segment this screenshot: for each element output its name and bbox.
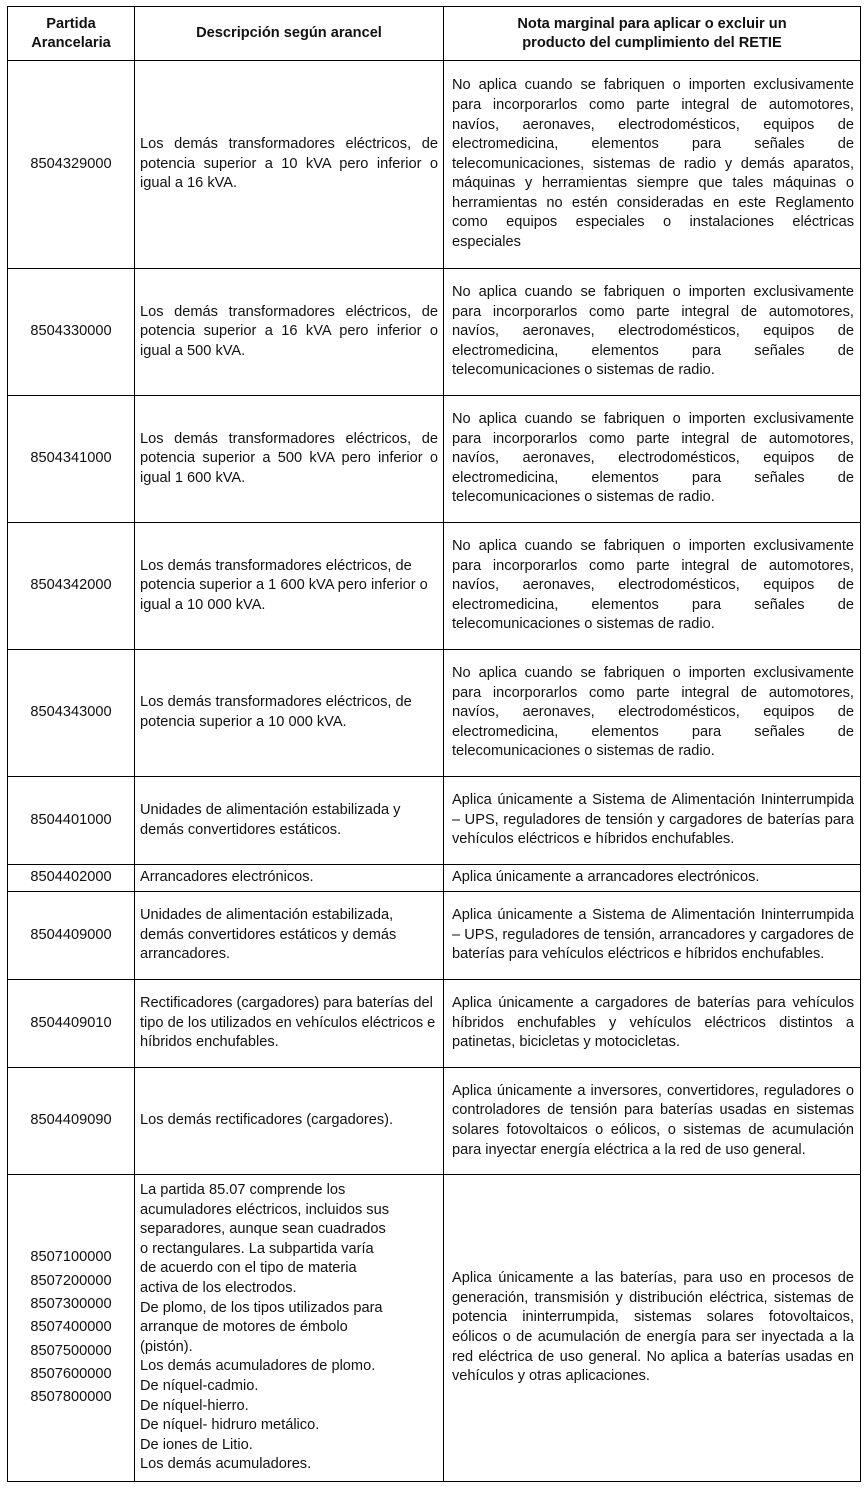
description-line: o rectangulares. La subpartida varía bbox=[140, 1240, 374, 1257]
table-row bbox=[8, 396, 861, 523]
table-row bbox=[8, 892, 861, 980]
description-line: La partida 85.07 comprende los bbox=[140, 1182, 346, 1199]
table-row bbox=[8, 1068, 861, 1175]
table-header-row bbox=[8, 7, 861, 61]
partida-code: 8504409010 bbox=[8, 980, 135, 1068]
note-cell: Aplica únicamente a inversores, convertidores, reguladores o controladores de tensión para baterías usadas en sistemas solares fotovoltaicos o eólicos, o sistemas de acumulación para inyectar energía eléctrica a la red de uso general. bbox=[444, 1068, 861, 1175]
note-cell: Aplica únicamente a Sistema de Alimentación Ininterrumpida – UPS, reguladores de tensión, arrancadores y cargadores de baterías para vehículos eléctricos e híbridos enchufables. bbox=[444, 892, 861, 980]
table-row-battery bbox=[8, 1175, 861, 1482]
table-row bbox=[8, 523, 861, 650]
description-line: (pistón). bbox=[140, 1338, 193, 1355]
partida-code: 8507800000 bbox=[30, 1389, 112, 1406]
header-nota-line-1: Nota marginal para aplicar o excluir un bbox=[517, 15, 787, 32]
partida-code: 8504409090 bbox=[8, 1068, 135, 1175]
description-line: de acuerdo con el tipo de materia bbox=[140, 1260, 357, 1277]
description-line: De níquel- hidruro metálico. bbox=[140, 1417, 320, 1434]
partida-code: 8504342000 bbox=[8, 523, 135, 650]
partida-code: 8504329000 bbox=[8, 61, 135, 269]
description-cell: Unidades de alimentación estabilizada, demás convertidores estáticos y demás arrancadores. bbox=[135, 892, 444, 980]
description-line: De níquel-cadmio. bbox=[140, 1377, 259, 1394]
partida-code: 8504409000 bbox=[8, 892, 135, 980]
note-cell: No aplica cuando se fabriquen o importen exclusivamente para incorporarlos como parte integral de automotores, navíos, aeronaves, electrodomésticos, equipos de electromedicina, elementos para señales de telecomunicaciones o sistemas de radio. bbox=[444, 396, 861, 523]
description-cell: Arrancadores electrónicos. bbox=[135, 865, 444, 892]
header-partida bbox=[8, 7, 135, 61]
description-cell: Los demás rectificadores (cargadores). bbox=[135, 1068, 444, 1175]
description-cell: Unidades de alimentación estabilizada y demás convertidores estáticos. bbox=[135, 777, 444, 865]
header-nota-line-2: producto del cumplimiento del RETIE bbox=[522, 34, 782, 51]
retie-tariff-table bbox=[7, 6, 861, 1482]
partida-code: 8507100000 bbox=[30, 1249, 112, 1266]
partida-code: 8507400000 bbox=[30, 1319, 112, 1336]
description-line: De plomo, de los tipos utilizados para bbox=[140, 1299, 383, 1316]
table-row bbox=[8, 865, 861, 892]
header-descripcion: Descripción según arancel bbox=[135, 7, 444, 61]
table-row bbox=[8, 61, 861, 269]
description-cell: Los demás transformadores eléctricos, de potencia superior a 500 kVA pero inferior o igual 1 600 kVA. bbox=[135, 396, 444, 523]
note-cell: No aplica cuando se fabriquen o importen exclusivamente para incorporarlos como parte integral de automotores, navíos, aeronaves, electrodomésticos, equipos de electromedicina, elementos para señales de telecomunicaciones, sistemas de radio y demás aparatos, máquinas y herramientas siempre que tales máquinas o herramientas no estén consideradas en este Reglamento como equipos especiales o instalaciones eléctricas especiales bbox=[444, 61, 861, 269]
note-cell: No aplica cuando se fabriquen o importen exclusivamente para incorporarlos como parte integral de automotores, navíos, aeronaves, electrodomésticos, equipos de electromedicina, elementos para señales de telecomunicaciones o sistemas de radio. bbox=[444, 269, 861, 396]
note-cell: Aplica únicamente a arrancadores electrónicos. bbox=[444, 865, 861, 892]
partida-code: 8504330000 bbox=[8, 269, 135, 396]
description-line: acumuladores eléctricos, incluidos sus bbox=[140, 1201, 390, 1218]
description-line: activa de los electrodos. bbox=[140, 1280, 297, 1297]
table-row bbox=[8, 650, 861, 777]
description-line: separadores, aunque sean cuadrados bbox=[140, 1221, 386, 1238]
description-cell: Los demás transformadores eléctricos, de potencia superior a 1 600 kVA pero inferior o igual a 10 000 kVA. bbox=[135, 523, 444, 650]
note-cell: No aplica cuando se fabriquen o importen exclusivamente para incorporarlos como parte integral de automotores, navíos, aeronaves, electrodomésticos, equipos de electromedicina, elementos para señales de telecomunicaciones o sistemas de radio. bbox=[444, 650, 861, 777]
description-line: Los demás acumuladores de plomo. bbox=[140, 1358, 376, 1375]
description-line: arranque de motores de émbolo bbox=[140, 1319, 348, 1336]
table-row bbox=[8, 777, 861, 865]
partida-code: 8507300000 bbox=[30, 1296, 112, 1313]
table-row bbox=[8, 269, 861, 396]
note-cell: Aplica únicamente a cargadores de baterías para vehículos híbridos enchufables y vehículos eléctricos distintos a patinetas, bicicletas y motocicletas. bbox=[444, 980, 861, 1068]
description-line: De iones de Litio. bbox=[140, 1436, 253, 1453]
partida-code: 8504343000 bbox=[8, 650, 135, 777]
header-partida-line-1: Partida bbox=[46, 15, 96, 32]
header-nota bbox=[444, 7, 861, 61]
description-line: Los demás acumuladores. bbox=[140, 1456, 312, 1473]
description-line: De níquel-hierro. bbox=[140, 1397, 249, 1414]
partida-code: 8507500000 bbox=[30, 1342, 112, 1359]
partida-code: 8504341000 bbox=[8, 396, 135, 523]
partida-code: 8507200000 bbox=[30, 1272, 112, 1289]
description-cell: Rectificadores (cargadores) para baterías del tipo de los utilizados en vehículos eléctricos e híbridos enchufables. bbox=[135, 980, 444, 1068]
partida-code: 8504402000 bbox=[8, 865, 135, 892]
note-cell: Aplica únicamente a las baterías, para uso en procesos de generación, transmisión y distribución eléctrica, sistemas de potencia ininterrumpida, sistemas solares fotovoltaicos, eólicos o de acumulación de energía para ser inyectada a la red eléctrica de uso general. No aplica a baterías usadas en vehículos y otras aplicaciones. bbox=[444, 1175, 861, 1482]
note-cell: No aplica cuando se fabriquen o importen exclusivamente para incorporarlos como parte integral de automotores, navíos, aeronaves, electrodomésticos, equipos de electromedicina, elementos para señales de telecomunicaciones o sistemas de radio. bbox=[444, 523, 861, 650]
description-cell bbox=[135, 1175, 444, 1482]
header-partida-line-2: Arancelaria bbox=[31, 34, 111, 51]
description-cell: Los demás transformadores eléctricos, de potencia superior a 10 kVA pero inferior o igual a 16 kVA. bbox=[135, 61, 444, 269]
partida-code: 8504401000 bbox=[8, 777, 135, 865]
description-cell: Los demás transformadores eléctricos, de potencia superior a 10 000 kVA. bbox=[135, 650, 444, 777]
description-cell: Los demás transformadores eléctricos, de potencia superior a 16 kVA pero inferior o igual a 500 kVA. bbox=[135, 269, 444, 396]
note-cell: Aplica únicamente a Sistema de Alimentación Ininterrumpida – UPS, reguladores de tensión y cargadores de baterías para vehículos eléctricos e híbridos enchufables. bbox=[444, 777, 861, 865]
table-row bbox=[8, 980, 861, 1068]
partida-code-list bbox=[8, 1175, 135, 1482]
partida-code: 8507600000 bbox=[30, 1365, 112, 1382]
